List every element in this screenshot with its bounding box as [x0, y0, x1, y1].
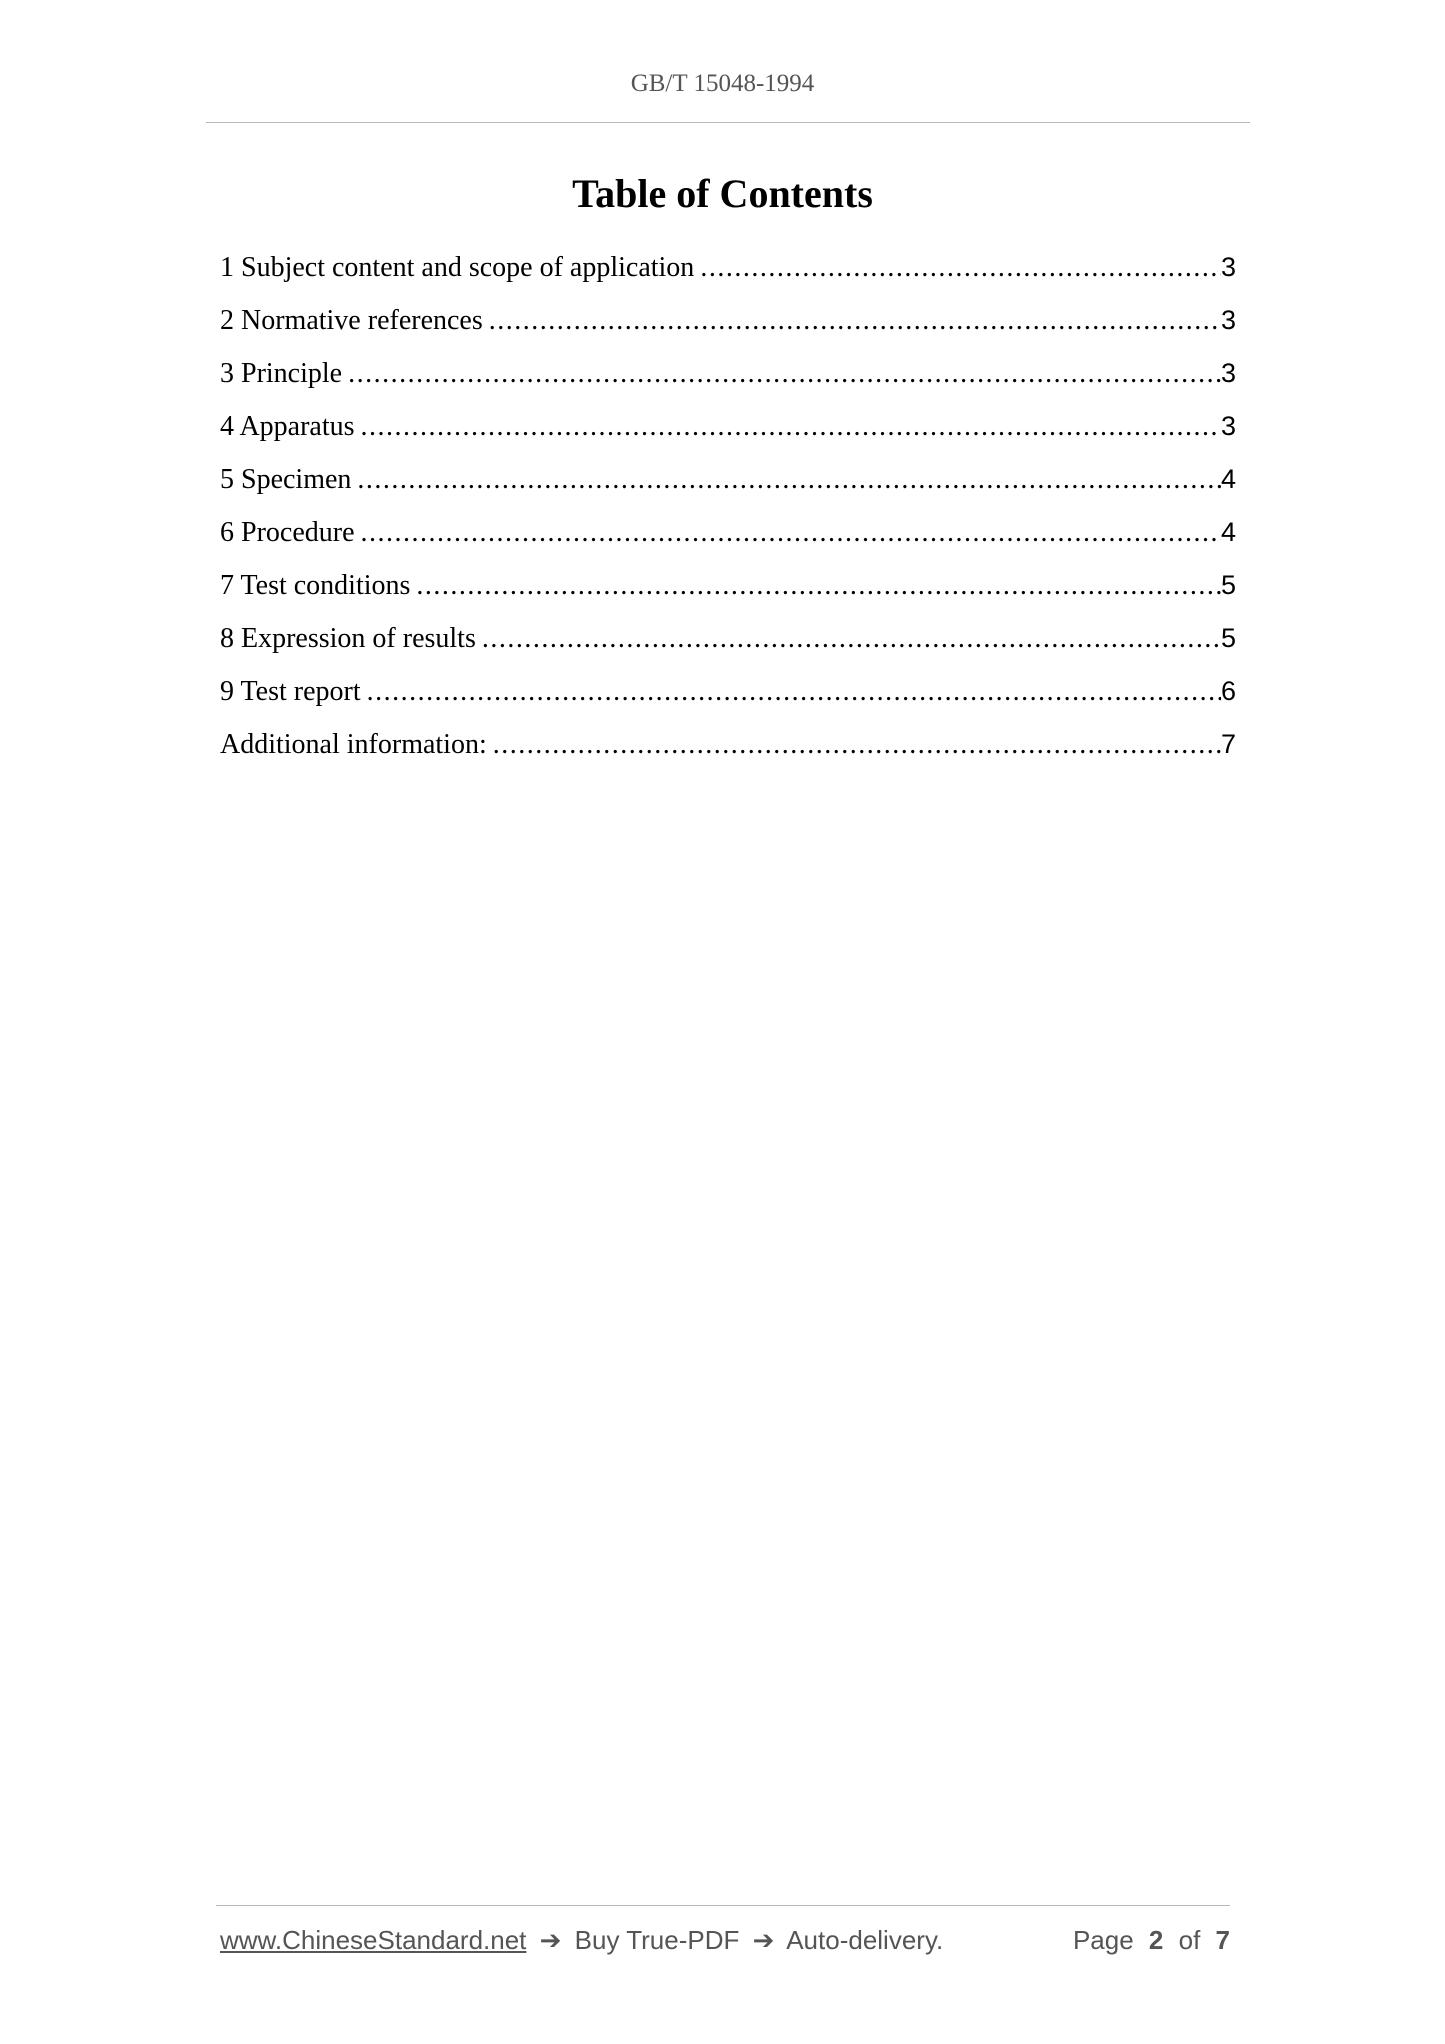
toc-entry-label: 4 Apparatus	[220, 411, 355, 442]
toc-entry[interactable]	[220, 297, 1236, 350]
toc-entry[interactable]	[220, 456, 1236, 509]
toc-entry[interactable]	[220, 615, 1236, 668]
toc-leader-dots	[361, 669, 1221, 715]
toc-entry-label: 9 Test report	[220, 676, 361, 707]
toc-entry-label: 2 Normative references	[220, 305, 483, 336]
page-label: Page	[1072, 1925, 1134, 1955]
toc-entry-label: 7 Test conditions	[220, 570, 411, 601]
toc-entry[interactable]	[220, 721, 1236, 774]
toc-entry-label: 8 Expression of results	[220, 623, 476, 654]
toc-leader-dots	[476, 616, 1221, 662]
toc-leader-dots	[355, 510, 1221, 556]
toc-entry-label: Additional information:	[220, 729, 487, 760]
toc-list	[220, 244, 1236, 774]
toc-entry[interactable]	[220, 562, 1236, 615]
header-divider	[206, 122, 1250, 123]
toc-entry-page: 3	[1220, 358, 1236, 388]
toc-entry[interactable]	[220, 403, 1236, 456]
toc-title: Table of Contents	[572, 171, 873, 216]
toc-entry-label: 3 Principle	[220, 358, 343, 389]
toc-entry-label: 1 Subject content and scope of application	[220, 252, 695, 283]
footer-promo	[220, 1925, 943, 1956]
toc-leader-dots	[487, 722, 1221, 768]
toc-entry-page: 6	[1220, 676, 1236, 706]
toc-leader-dots	[694, 245, 1221, 291]
footer-divider	[216, 1905, 1230, 1906]
toc-entry-page: 3	[1220, 305, 1236, 335]
toc-entry-label: 6 Procedure	[220, 517, 355, 548]
buy-pdf-text: Buy True-PDF	[574, 1925, 740, 1955]
toc-entry[interactable]	[220, 350, 1236, 403]
toc-entry[interactable]	[220, 668, 1236, 721]
total-pages-number: 7	[1215, 1925, 1230, 1955]
of-label: of	[1178, 1925, 1201, 1955]
toc-leader-dots	[351, 457, 1221, 503]
toc-entry[interactable]	[220, 509, 1236, 562]
site-link[interactable]: www.ChineseStandard.net	[220, 1925, 527, 1955]
page-counter	[1073, 1925, 1230, 1956]
toc-leader-dots	[410, 563, 1221, 609]
toc-entry-page: 5	[1220, 570, 1236, 600]
document-header-code: GB/T 15048-1994	[630, 70, 815, 97]
toc-leader-dots	[355, 404, 1221, 450]
toc-leader-dots	[342, 351, 1221, 397]
toc-entry-page: 5	[1220, 623, 1236, 653]
current-page-number: 2	[1148, 1925, 1164, 1955]
toc-entry-page: 4	[1220, 517, 1236, 547]
arrow-right-icon: ➔	[752, 1925, 775, 1955]
toc-entry-page: 4	[1220, 464, 1236, 494]
toc-entry-label: 5 Specimen	[220, 464, 352, 495]
toc-leader-dots	[483, 298, 1221, 344]
toc-entry-page: 3	[1220, 252, 1236, 282]
auto-delivery-text: Auto-delivery.	[786, 1925, 944, 1955]
page-footer	[220, 1925, 1230, 1956]
toc-entry-page: 3	[1220, 411, 1236, 441]
arrow-right-icon: ➔	[539, 1925, 562, 1955]
toc-entry[interactable]	[220, 244, 1236, 297]
toc-entry-page: 7	[1220, 729, 1236, 759]
